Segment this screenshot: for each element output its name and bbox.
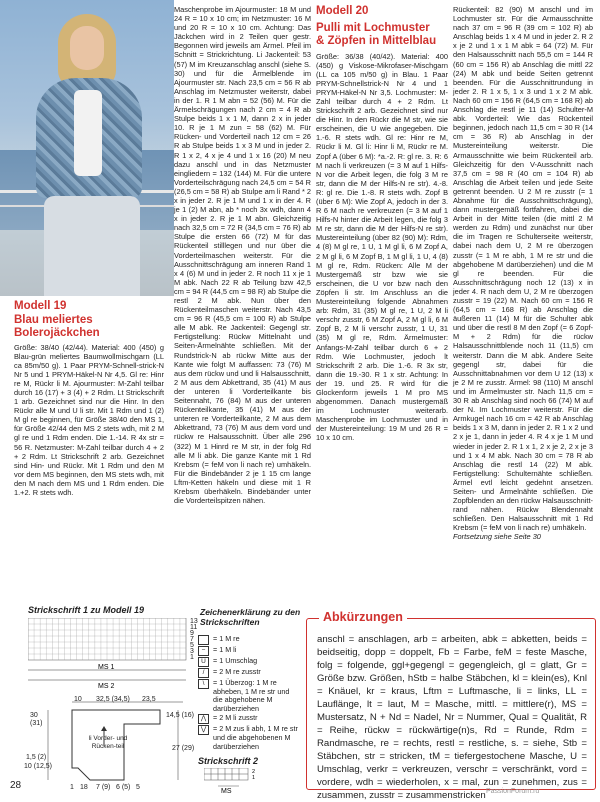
model19-subtitle1: Blau meliertes bbox=[14, 313, 93, 326]
dim-label: 27 (29) bbox=[172, 745, 195, 752]
model20-section bbox=[316, 5, 448, 443]
symbol-icon bbox=[198, 635, 209, 645]
col2-text: Maschenprobe im Ajourmuster: 18 M und 24 R = 10 x 10 cm; im Netzmuster: 16 M und 20 R = 10 x 10 cm. Achtung: Das Jäckchen wird in 2 Teilen quer gestr. Begonnen wird jeweils am Ärmel. Pfeil im Schnitt = Strickrichtung. Li Jackenteil: 53 (57) M im Kreuzanschlag anschl (siehe S. 30) und für die Ärmelblende im Ajourmuster str. Nach 23,5 cm = 56 R ab Anschlag im Netzmuster weiterstr, dabei in der 1. R 1 M abn = 52 (56) M. Für die Ärmelschrägungen nach 2 cm = 4 R ab Stulpe beids 1 x 1 M, dann 2 x in jeder 10. R je 1 M zun = 58 (62) M. Für Rücken- und Vorderteil nach 12 cm = 26 R ab Stulpe beids 1 x 3 M und in jeder 2. R 1 x 2, 4 x je 4 und 1 x 16 (20) M neu dazu anschl und in das Netzmuster eingliedern = 132 (144) M. Für die untere Vorderteilschrägung nach 24,5 cm = 54 R (26,5 cm = 58 R) ab Stulpe am li Rand * 2 x in jeder 2. R je 1 M und 1 x in der 4. R je 1 (2) M abn, ab * noch 3x wdh, dann 4 x in jeder 2. R je 1 M abn. Gleichzeitig nach 32,5 cm = 72 R (34,5 cm = 76 R) ab Stulpe die ersten 66 (72) M für das Rückenteil stilllegen und nur über die Vorderteilmaschen weiterstr. Für die Ausschnittschrägung am inneren Rand 1 x 4 (6) M und in jeder 2. R noch 11 x je 1 M abk. Nach 22 R ab Teilung bzw 42,5 cm = 94 R (44,5 cm = 98 R) ab Stulpe die restl 2 M abk. Nun über den Rückenteilmaschen weiterstr. Nach 43,5 cm = 96 R (45,5 cm = 100 R) ab Stulpe alle M abk. Re Jackenteil: Gegengl str. Fertigstellung: Rückw Mittelnaht und Seiten-Ärmelnähte schließen. Mit der Rundstrick-N ab rückw Mitte aus der Kante wie folgt M auffassen: 73 (76) M aus dem rückw und und li Halsausschnitt, 2 M aus dem Abkettrand, 35 (41) M aus der unteren li Vorderteilkante bis Seitennaht, 76 (84) M aus der unteren Rückenteilkante, 35 (41) M aus der unteren re Vorderteilkante, 2 M aus dem Abkettrand, 73 (76) M aus dem vord und rückw re Halsausschnitt. Über alle 296 (322) M 1 Hinrd re M str, in der folg Rd alle M li abk. Die ganze Kante mit 1 Rd Krebsm (= feM von li nach re) umhäkeln. Für die Bindebänder 2 je 1 15 cm lange Lftm-Ketten häkeln und diese mit 1 R Krebsm überhäkeln. Bindebänder unter die Vorderteilspitzen nähen. bbox=[174, 5, 312, 506]
dim-label: 1 bbox=[70, 784, 74, 791]
abbreviations-title: Abkürzungen bbox=[319, 610, 407, 624]
row-number: 11 bbox=[190, 624, 198, 631]
symbol-key bbox=[198, 635, 298, 752]
key-item: U = 1 Umschlag bbox=[198, 657, 298, 667]
dim-label: 23,5 bbox=[142, 696, 156, 703]
dim-label: 30 (31) bbox=[30, 712, 43, 727]
watermark: PassionForum.ru bbox=[486, 788, 540, 795]
key-item: ⋁ = 2 M zus li abh, 1 M re str und die abgehobenen M darüberziehen bbox=[198, 725, 298, 751]
model20-title: Modell 20 bbox=[316, 5, 369, 17]
model20-subtitle1: Pulli mit Lochmuster bbox=[316, 21, 430, 34]
dim-label: 6 (5) bbox=[116, 784, 131, 791]
col2-text-block bbox=[174, 5, 311, 505]
dim-label: 5 bbox=[136, 784, 140, 791]
row-number: 2 bbox=[252, 769, 256, 775]
symbol-icon: \ bbox=[198, 679, 209, 689]
model19-title: Modell 19 bbox=[14, 300, 67, 312]
key-title: Zeichenerklärung zu den Strickschriften bbox=[200, 607, 301, 627]
col4-text-block bbox=[453, 5, 593, 542]
row-number: 13 bbox=[190, 618, 198, 625]
symbol-icon: U bbox=[198, 657, 209, 667]
key-item: = 1 M re bbox=[198, 635, 298, 645]
row-number: 1 bbox=[252, 775, 256, 781]
model19-text: Größe: 38/40 (42/44). Material: 400 (450) g Blau-grün meliertes Baumwollmischgarn (LL ca 85m/50 g). 1 Paar PRYM-Schnell-strick-N Nr 5 und 1 PRYM-Häkel-N Nr 4,5. Gl re: Hinr re M, Rückr li M. Ajourmuster: M-Zahl teilbar durch 16 (17) + 3 (4) + 2 Rdm. Lt Strickschrift 1 arb. Gezeichnet sind nur die Hinr. In den Rückr alle M und U li str. Mit 1 Rdm und 1 (2) M gl re beginnen, für Größe 38/40 den MS 1, für Größe 42/44 den MS 2 stets wdh, mit 2 M gl re und 1 Rdm enden. Die 1.-14. R 4x str = 56 R. Netzmuster: M-Zahl teilbar durch 4 + 2 + 2 Rdm. Lt Strickschrift 2 arb. Gezeichnet sind Hin- und Rückr. Mit 1 Rdm und den M vor dem MS beginnen, den MS stets wdh, mit den M nach dem MS und 1 Rdm enden. Die 1.+2. R stets wdh. bbox=[14, 342, 164, 497]
schematic2-grid bbox=[204, 768, 284, 794]
abbreviations-text: anschl = anschlagen, arb = arbeiten, abk = abketten, beids = beidseitig, dopp = doppelt, Fb = Farbe, feM = feste Masche, folg = folgende, ggl+gegengl = gegengleich, gl = glatt, Gr = Größe bzw. Größen, hStb = halbe Stäbchen, kl = klein(es), Knl = Knäuel, kr = kraus, Lftm = Luftmasche, li = links, LL = Lauflänge, lt = laut, M = Masche, mittl. = mittlere(r), MS = Mustersatz, N + Nd = Nadel, Nr = Nummer, Qual = Qualität, R = Reihe, rückw = rückwärtige(n)s, Rd = Runde, Rdm = Randmasche, re = rechts, restl = restliche, s. = siehe, Stb = Stäbchen, str = stricken, tM = tiefergestochene Masche, U = Umschlag, verkr = verkreuzen, verschr = verschränkt, vord = vordere, wdh = wiederholen, x = mal, zun = zunehmen, zus = zusammen, zusstr = zusammenstricken bbox=[317, 634, 587, 801]
row-number: 1 bbox=[190, 654, 194, 661]
symbol-icon: / bbox=[198, 668, 209, 678]
dim-label: 32,5 (34,5) bbox=[96, 696, 130, 703]
schematic1-title: Strickschrift 1 zu Modell 19 bbox=[28, 605, 145, 615]
model19-subtitle2: Bolerojäckchen bbox=[14, 327, 100, 339]
ms1-label: MS 1 bbox=[98, 664, 115, 671]
dim-label: 10 (12,5) bbox=[24, 763, 53, 770]
ms-label: MS bbox=[221, 788, 232, 794]
model20-text: Größe: 36/38 (40/42). Material: 400 (450) g Viskose-Mikrofaser-Mischgarn (LL ca 105 m/50 g) in Blau. 1 Paar PRYM-Schnellstrick-N Nr 4 und 1 PRYM-Häkel-N Nr 3,5. Lochmuster: M-Zahl teilbar durch 4 + 2 Rdm. Lt Strickschrift 2 arb. Gezeichnet sind nur die Hinr. In den Rückr die M str, wie sie erscheinen, die U wie angegeben. Die 1.-6. R stets wdh. Gl re: Hinr re M, Rückr li M. Gl li: Hinr li M, Rückr re M. Zopf A (über 6 M): *a.-2. R: gl re. 3. R: 6 M nach li verkreuzen (= 3 M auf 1 Hilfs-N vor die Arbeit legen, die folg 3 M re str, dann die M der Hilfs-N re str). 4.-8. R: gl re. Die 1.-8. R stets wdh. Zopf B (über 6 M): Wie Zopf A, jedoch in der 3. R 6 M nach re verkreuzen (= 3 M auf 1 Hilfs-N hinter die Arbeit legen, die folg 3 M re str, dann die M der Hilfs-N re str). Mustereinteilung (über 82 (90) M): Rdm, 4 (8) M gl re, 1 U, 1 M gl li, 6 M Zopf A, 2 M gl li, 6 M Zopf B, 1 M gl li, 1 U, 4 (8) M gl re, Rdm. Rücken: Alle M der Mustergemäß str bzw wie sie erscheinen, die U vor bzw nach den Zöpfen li str. Im Anschluss an die Mustereinteilung folgende Abnahmen arb: Rdm, 31 (35) M gl re, 1 U, 2 M li verschr zusstr, 6 M Zopf A, 2 M gl li, 6 M Zopf B, 2 M li verschr zusstr, 1 U, 31 (35) M gl re, Rdm. Ärmelmuster: Anfangs-M-Zahl teilbar durch 6 + 2 Rdm. Wie Lochmuster, jedoch lt Strickschrift 2 arb. Die 1.-6. R 3x str, dann die 19.-30. R 1 x str. Achtung: In der 19. und 25. R wird für die Glockenform jeweils 1 M pro MS abgenommen. Danach mustergemäß im Lochmuster weiterarb. Maschenprobe im Lochmuster und in der Mustereinteilung: 19 M und 26 R = 10 x 10 cm. bbox=[316, 51, 448, 443]
col4-text: Rückenteil: 82 (90) M anschl und im Lochmuster str. Für die Armausschnitte nach 37 cm = 96 R (39 cm = 102 R) ab Anschlag beids 1 x 4 M und in jeder 2. R 2 x je 2 und 1 x 1 M abk = 64 (72) M. Für den Halsausschnitt nach 55,5 cm = 144 R (60 cm = 156 R) ab Anschlag die mittl 22 (24) M abk und beide Seiten getrennt beenden. Für die Ausschnittrundung in jeder 2. R 1 x 5, 1 x 3 und 1 x 2 M abk. Nach 60 cm = 156 R (64,5 cm = 168 R) ab Anschlag die restl je 11 (14) Schulter-M abk. Vorderteil: Wie das Rückenteil beginnen, jedoch nach 11,5 cm = 30 R (14 cm = 36 R) ab Anschlag in der Mustereinteilung weiterstr. Die Armausschnitte wie beim Rückenteil arb. Gleichzeitig für den V-Ausschnitt nach 37,5 cm = 98 R (40 cm = 104 R) ab Anschlag die Arbeit teilen und jede Seite getrennt beenden. U 2 M re zusstr (= 1 Abnahme für die Ausschnittschrägung), dann mustergemäß fortfahren, dabei die Arbeit in der Mitte teilen (die mittl 2 M werden zu Rdm) und zunächst nur über die im Tragen re Schulterseite weiterstr, dabei nach dem U, 2 M re überzogen zusstr (= 1 M re abh, 1 M re str und die abgehobene M darüberziehen) und die M gl re beenden. Für die Ausschnittschrägung noch 12 (13) x in jeder 4. R nach dem U, 2 M re überzogen zusstr = 19 (22) M. Nach 60 cm = 156 R (64,5 cm = 168 R) ab Anschlag die äußeren 11 (14) M für die Schulter abk und über die restl 8 M den Zopf (= 6 Zopf-M + 2 Rdm) für die rückw Halsausschnittblende noch 11 (11,5) cm weiterstr. Dann die M abk. Andere Seite gegengl str, dabei für die Ausschnittabnahmen vor dem U 12 (13) x je 2 M re zusstr. Ärmel: 98 (110) M anschl und im Ärmelmuster str. Nach 11,5 cm = 30 R ab Anschlag sind noch 66 (74) M auf der N. Im Lochmuster weiterstr. Für die Armkugel nach 16 cm = 42 R ab Anschlag beids 1 x 3 M, dann in jeder 2. R 1 x 2 und 2 x je 1, dann in jeder 4. R 4 x je 1 M und wieder in jeder 2. R 1 x 1, 2 x je 2, 2 x je 3 und 1 x 4 M abk. Nach 30 cm = 78 R ab Anschlag die restl 14 (22) M abk. Fertigstellung: Schulternähte schließen. Ärmel evtl leicht gedehnt ansetzen. Seiten- und Ärmelnähte schließen. Die Zopfblenden an den rückw Halsausschnitt-rand nähen. Rückw Blendennaht schließen. Den Halsausschnitt mit 1 Rd Krebsm (= feM von li nach re) umhäkeln. bbox=[453, 5, 593, 533]
row-number: 7 bbox=[190, 636, 194, 643]
schematic2-title: Strickschrift 2 bbox=[198, 756, 259, 766]
dim-label: 18 bbox=[80, 784, 88, 791]
dim-label: 7 (9) bbox=[96, 784, 111, 791]
row-number: 3 bbox=[190, 648, 194, 655]
key-item: ⋀ = 2 M li zusstr bbox=[198, 714, 298, 724]
dim-label: 10 bbox=[74, 696, 82, 703]
dim-label: 14,5 (16) bbox=[166, 712, 195, 719]
row-number: 9 bbox=[190, 630, 194, 637]
symbol-icon: ⋀ bbox=[198, 714, 209, 724]
continued-note: Fortsetzung siehe Seite 30 bbox=[453, 532, 541, 542]
page-number: 28 bbox=[10, 780, 22, 791]
symbol-icon: ⋁ bbox=[198, 725, 209, 735]
row-number: 5 bbox=[190, 642, 194, 649]
piece-label: li Vorder- und Rücken-teil bbox=[88, 735, 128, 750]
dim-label: 1,5 (2) bbox=[26, 754, 47, 761]
model-photo bbox=[0, 0, 174, 296]
key-item: \ = 1 Überzog: 1 M re abheben, 1 M re str und die abgehobene M darüberziehen bbox=[198, 679, 298, 713]
ms2-label: MS 2 bbox=[98, 683, 115, 690]
key-item: / = 2 M re zusstr bbox=[198, 668, 298, 678]
schematic1-grid bbox=[28, 618, 198, 698]
model19-section bbox=[14, 300, 164, 497]
model20-subtitle2: & Zöpfen in Mittelblau bbox=[316, 35, 437, 47]
key-item: − = 1 M li bbox=[198, 646, 298, 656]
symbol-icon: − bbox=[198, 646, 209, 656]
